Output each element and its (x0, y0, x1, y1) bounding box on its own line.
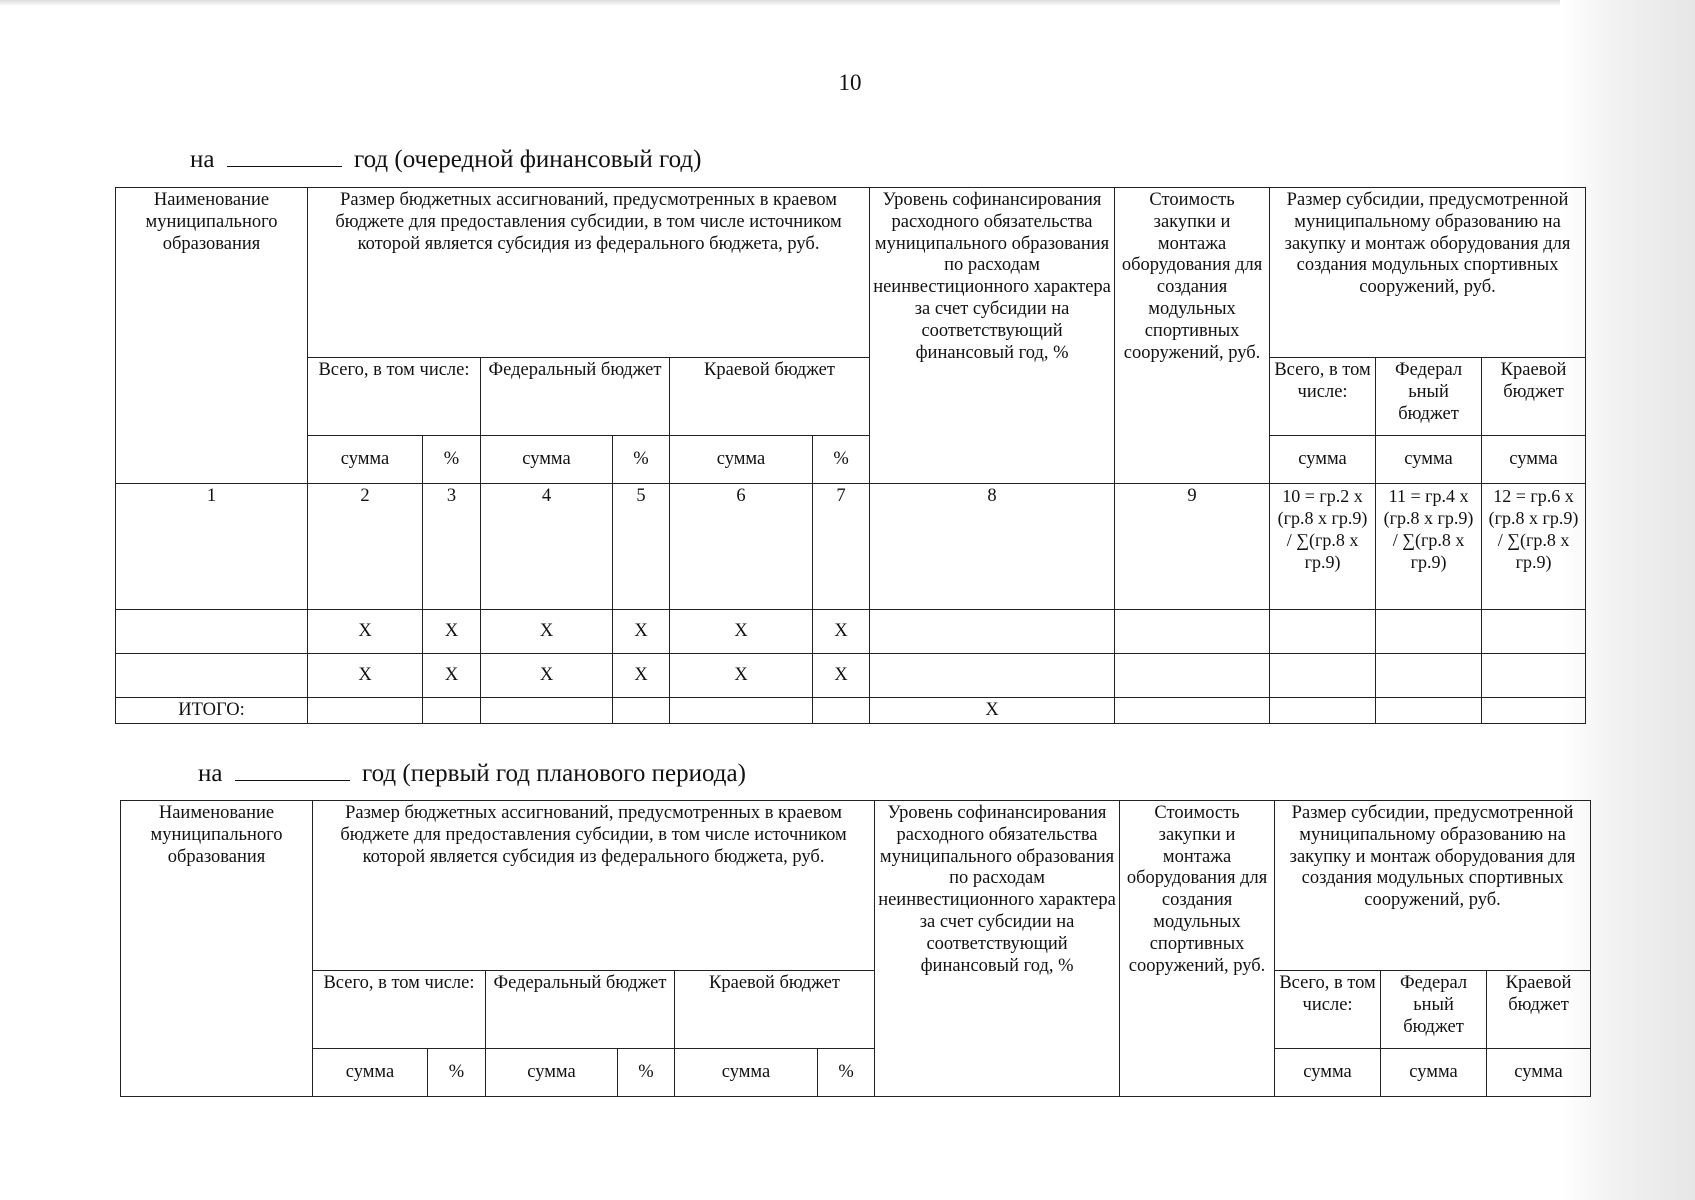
column-number: 3 (423, 484, 481, 610)
x-mark: Х (481, 654, 613, 698)
empty-cell (1482, 654, 1586, 698)
header-subsidy-size: Размер субсидии, предусмотренной муниципальному образованию на закупку и монтаж оборудования для создания модульных спортивных сооружений, руб. (1270, 188, 1586, 358)
column-number: 6 (670, 484, 813, 610)
subsidy-table-first-planning-year (120, 800, 1591, 1097)
header-sum: сумма (1381, 1049, 1487, 1097)
header-subsidy-regional: Краевой бюджет (1487, 971, 1591, 1049)
column-number: 9 (1115, 484, 1270, 610)
header-cofinancing-level: Уровень софинансирования расходного обязательства муниципального образования по расходам неинвестиционного характера за счет субсидии на соответствующий финансовый год, % (870, 188, 1115, 484)
formula-column-10: 10 = гр.2 х (гр.8 х гр.9) / ∑(гр.8 х гр.9) (1270, 484, 1376, 610)
header-sum: сумма (1487, 1049, 1591, 1097)
scan-top-edge (0, 0, 1695, 6)
x-mark: Х (308, 610, 423, 654)
total-label: ИТОГО: (116, 698, 308, 724)
formula-column-12: 12 = гр.6 х (гр.8 х гр.9) / ∑(гр.8 х гр.9) (1482, 484, 1586, 610)
x-mark: Х (813, 654, 870, 698)
empty-cell (1115, 654, 1270, 698)
empty-cell (1270, 698, 1376, 724)
column-number-row (116, 484, 1586, 610)
heading-prefix: на (190, 146, 215, 173)
formula-column-11: 11 = гр.4 х (гр.8 х гр.9) / ∑(гр.8 х гр.9) (1376, 484, 1482, 610)
empty-cell (1376, 698, 1482, 724)
empty-cell (1482, 610, 1586, 654)
empty-cell (308, 698, 423, 724)
header-subsidy-total: Всего, в том числе: (1270, 358, 1376, 436)
empty-cell (481, 698, 613, 724)
header-budget-allocations: Размер бюджетных ассигнований, предусмотренных в краевом бюджете для предоставления субсидии, в том числе источником которой является субсидия из федерального бюджета, руб. (313, 801, 875, 971)
header-percent: % (428, 1049, 486, 1097)
empty-cell (1270, 654, 1376, 698)
header-subsidy-total: Всего, в том числе: (1275, 971, 1381, 1049)
page-number: 10 (838, 70, 862, 95)
empty-cell (116, 654, 308, 698)
header-federal-budget: Федеральный бюджет (486, 971, 675, 1049)
header-municipality: Наименование муниципального образования (121, 801, 313, 1097)
header-municipality: Наименование муниципального образования (116, 188, 308, 484)
x-mark: Х (813, 610, 870, 654)
header-cofinancing-level: Уровень софинансирования расходного обязательства муниципального образования по расходам неинвестиционного характера за счет субсидии на соответствующий финансовый год, % (875, 801, 1120, 1097)
header-sum: сумма (670, 436, 813, 484)
empty-cell (670, 698, 813, 724)
section-heading-current-year (190, 146, 701, 174)
empty-cell (1270, 610, 1376, 654)
header-federal-budget: Федеральный бюджет (481, 358, 670, 436)
header-sum: сумма (1270, 436, 1376, 484)
x-mark: Х (423, 654, 481, 698)
empty-cell (1376, 654, 1482, 698)
header-sum: сумма (1275, 1049, 1381, 1097)
header-budget-allocations: Размер бюджетных ассигнований, предусмотренных в краевом бюджете для предоставления субсидии, в том числе источником которой является субсидия из федерального бюджета, руб. (308, 188, 870, 358)
x-mark: Х (481, 610, 613, 654)
x-mark: Х (423, 610, 481, 654)
year-blank-line (227, 146, 342, 167)
empty-cell (870, 654, 1115, 698)
header-subsidy-federal: Федерал ьный бюджет (1376, 358, 1482, 436)
empty-cell (1115, 610, 1270, 654)
header-sum: сумма (486, 1049, 618, 1097)
column-number: 5 (613, 484, 670, 610)
section-heading-first-planning-year (198, 760, 746, 788)
header-subsidy-size: Размер субсидии, предусмотренной муниципальному образованию на закупку и монтаж оборудования для создания модульных спортивных сооружений, руб. (1275, 801, 1591, 971)
header-sum: сумма (481, 436, 613, 484)
empty-cell (1115, 698, 1270, 724)
header-equipment-cost: Стоимость закупки и монтажа оборудования для создания модульных спортивных сооружений, руб. (1120, 801, 1275, 1097)
column-number: 8 (870, 484, 1115, 610)
header-percent: % (423, 436, 481, 484)
column-number: 1 (116, 484, 308, 610)
empty-cell (870, 610, 1115, 654)
x-mark: Х (870, 698, 1115, 724)
heading-suffix: год (очередной финансовый год) (353, 146, 702, 173)
header-percent: % (818, 1049, 875, 1097)
header-total: Всего, в том числе: (313, 971, 486, 1049)
header-sum: сумма (1482, 436, 1586, 484)
header-sum: сумма (675, 1049, 818, 1097)
table-row (116, 654, 1586, 698)
total-row (116, 698, 1586, 724)
x-mark: Х (670, 610, 813, 654)
column-number: 4 (481, 484, 613, 610)
x-mark: Х (308, 654, 423, 698)
x-mark: Х (613, 654, 670, 698)
heading-prefix: на (198, 760, 223, 787)
header-sum: сумма (313, 1049, 428, 1097)
x-mark: Х (670, 654, 813, 698)
empty-cell (813, 698, 870, 724)
header-percent: % (618, 1049, 675, 1097)
year-blank-line (235, 760, 350, 781)
header-regional-budget: Краевой бюджет (675, 971, 875, 1049)
header-regional-budget: Краевой бюджет (670, 358, 870, 436)
column-number: 7 (813, 484, 870, 610)
column-number: 2 (308, 484, 423, 610)
header-percent: % (813, 436, 870, 484)
header-sum: сумма (1376, 436, 1482, 484)
header-equipment-cost: Стоимость закупки и монтажа оборудования для создания модульных спортивных сооружений, руб. (1115, 188, 1270, 484)
empty-cell (423, 698, 481, 724)
empty-cell (613, 698, 670, 724)
subsidy-table-current-year (115, 187, 1586, 724)
empty-cell (1482, 698, 1586, 724)
header-subsidy-regional: Краевой бюджет (1482, 358, 1586, 436)
header-subsidy-federal: Федерал ьный бюджет (1381, 971, 1487, 1049)
empty-cell (116, 610, 308, 654)
heading-suffix: год (первый год планового периода) (361, 760, 746, 787)
table-row (116, 610, 1586, 654)
header-percent: % (613, 436, 670, 484)
header-sum: сумма (308, 436, 423, 484)
empty-cell (1376, 610, 1482, 654)
header-total: Всего, в том числе: (308, 358, 481, 436)
x-mark: Х (613, 610, 670, 654)
